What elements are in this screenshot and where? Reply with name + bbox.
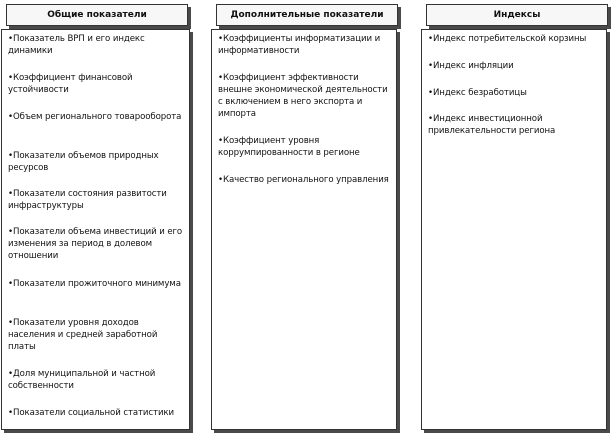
list-item: •Индекс потребительской корзины — [428, 34, 587, 44]
indicator-list — [211, 29, 397, 430]
list-item: •Коэффициент финансовой устойчивости — [8, 73, 133, 95]
list-item: •Показатели состояния развитости инфраструктуры — [8, 189, 167, 211]
list-item: •Доля муниципальной и частной собственности — [8, 369, 156, 391]
list-item: •Коэффициент уровня коррумпированности в регионе — [218, 136, 360, 158]
column-header: Индексы — [426, 4, 608, 26]
list-item: •Показатели прожиточного минимума — [8, 279, 181, 289]
column-header: Общие показатели — [6, 4, 188, 26]
list-item: •Индекс инфляции — [428, 61, 514, 71]
list-item: •Коэффициенты информатизации и информативности — [218, 34, 381, 56]
indicator-list — [421, 29, 607, 430]
list-item: •Коэффициент эффективности внешне экономической деятельности с включением в него экспорта и импорта — [218, 73, 388, 119]
list-item: •Показатели объемов природных ресурсов — [8, 151, 159, 173]
indicator-list — [1, 29, 190, 430]
list-item: •Показатели уровня доходов населения и средней заработной платы — [8, 318, 158, 352]
column-header: Дополнительные показатели — [216, 4, 398, 26]
list-item: •Качество регионального управления — [218, 175, 389, 185]
list-item: •Показатели объема инвестиций и его изменения за период в долевом отношении — [8, 227, 183, 261]
list-item: •Показатель ВРП и его индекс динамики — [8, 34, 145, 56]
list-item: •Показатели социальной статистики — [8, 408, 174, 418]
list-item: •Индекс безработицы — [428, 88, 527, 98]
list-item: •Индекс инвестиционной привлекательности региона — [428, 114, 556, 136]
list-item: •Объем регионального товарооборота — [8, 112, 182, 122]
